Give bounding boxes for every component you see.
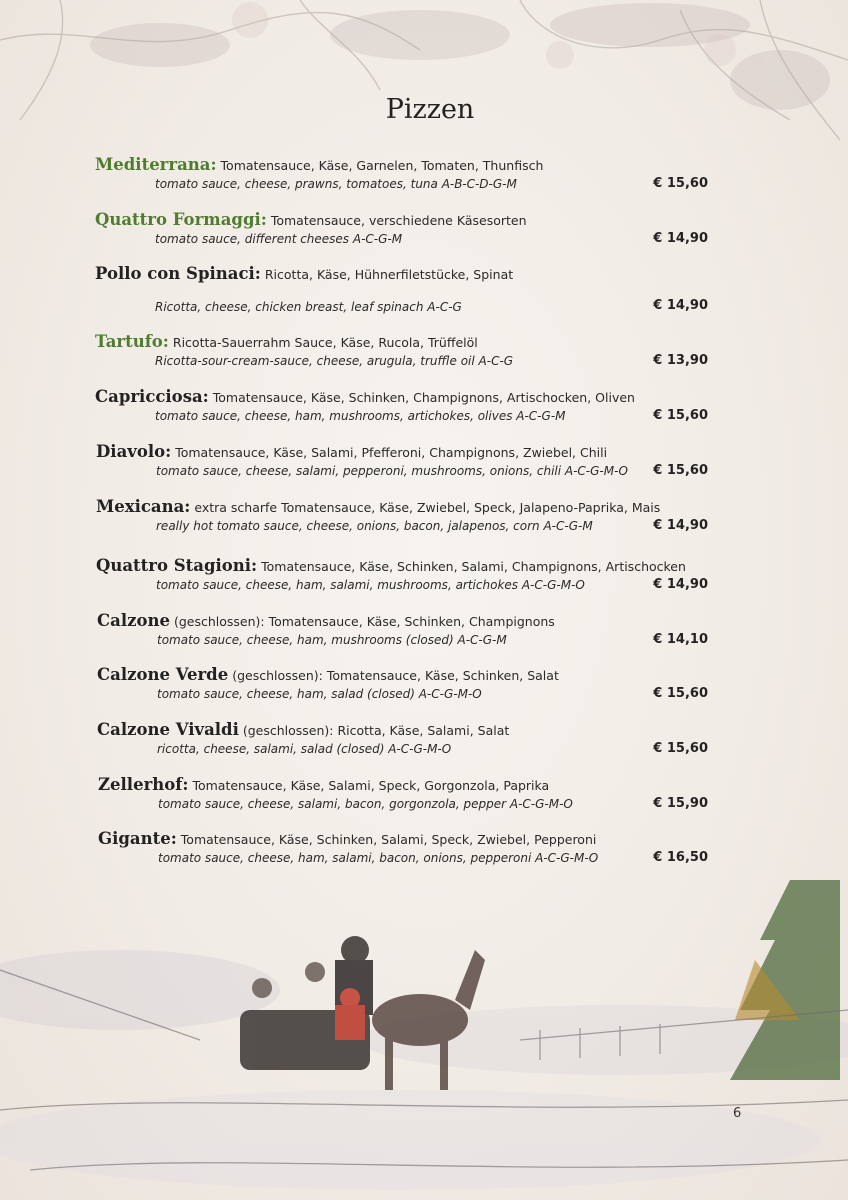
menu-item: [97, 612, 717, 649]
pizza-description-en: tomato sauce, cheese, ham, salad (closed) A-C-G-M-O: [157, 687, 482, 701]
menu-item-german-line: [96, 557, 716, 576]
pizza-description-de: Ricotta-Sauerrahm Sauce, Käse, Rucola, Trüffelöl: [172, 335, 478, 350]
pizza-description-de: Tomatensauce, Käse, Schinken, Salami, Champignons, Artischocken: [261, 559, 686, 574]
sleigh-winter-illustration: [0, 880, 848, 1200]
menu-item-german-line: [95, 388, 715, 407]
pizza-name: Zellerhof:: [98, 775, 189, 794]
pizza-description-de: (geschlossen): Ricotta, Käse, Salami, Salat: [242, 723, 510, 738]
pizza-price: € 13,90: [653, 353, 708, 368]
pizza-name: Diavolo:: [96, 442, 172, 461]
menu-item: [95, 156, 715, 193]
pizza-description-de: (geschlossen): Tomatensauce, Käse, Schinken, Salat: [232, 668, 559, 683]
menu-item: [98, 830, 718, 867]
menu-item: [96, 498, 716, 535]
pizza-price: € 14,90: [653, 231, 708, 246]
menu-item-german-line: [95, 333, 715, 352]
pizza-name: Calzone: [97, 611, 170, 630]
menu-item-german-line: [97, 612, 717, 631]
menu-item: [97, 721, 717, 758]
menu-item: [98, 776, 718, 813]
pizza-price: € 15,60: [653, 176, 708, 191]
menu-item-german-line: [97, 721, 717, 740]
pizza-name: Calzone Vivaldi: [97, 720, 239, 739]
menu-item-german-line: [98, 830, 718, 849]
menu-item: [95, 333, 715, 370]
page-number: 6: [733, 1106, 742, 1121]
pizza-description-de: extra scharfe Tomatensauce, Käse, Zwiebel, Speck, Jalapeno-Paprika, Mais: [194, 500, 661, 515]
menu-item: [97, 666, 717, 703]
pizza-description-de: Tomatensauce, verschiedene Käsesorten: [270, 213, 527, 228]
pizza-name: Tartufo:: [95, 332, 169, 351]
pizza-name: Gigante:: [98, 829, 177, 848]
menu-item-german-line: [97, 666, 717, 685]
pizza-description-en: tomato sauce, cheese, salami, bacon, gorgonzola, pepper A-C-G-M-O: [158, 797, 573, 811]
pizza-description-en: tomato sauce, different cheeses A-C-G-M: [155, 232, 403, 246]
pizza-description-en: tomato sauce, cheese, ham, salami, bacon, onions, pepperoni A-C-G-M-O: [158, 851, 599, 865]
menu-item: [95, 388, 715, 425]
pizza-price: € 14,10: [653, 632, 708, 647]
menu-item: [95, 265, 715, 316]
pizza-name: Mexicana:: [96, 497, 191, 516]
pizza-name: Pollo con Spinaci:: [95, 264, 261, 283]
menu-item: [96, 443, 716, 480]
pizza-name: Capricciosa:: [95, 387, 209, 406]
pizza-price: € 14,90: [653, 518, 708, 533]
page-title: Pizzen: [385, 94, 475, 125]
menu-item-german-line: [95, 265, 715, 284]
menu-item-german-line: [96, 498, 716, 517]
pizza-description-de: Ricotta, Käse, Hühnerfiletstücke, Spinat: [264, 267, 514, 282]
pizza-description-de: (geschlossen): Tomatensauce, Käse, Schinken, Champignons: [173, 614, 555, 629]
pizza-price: € 15,60: [653, 741, 708, 756]
pizza-price: € 16,50: [653, 850, 708, 865]
pizza-description-en: Ricotta-sour-cream-sauce, cheese, arugula, truffle oil A-C-G: [155, 354, 514, 368]
pizza-description-de: Tomatensauce, Käse, Schinken, Salami, Speck, Zwiebel, Pepperoni: [180, 832, 597, 847]
menu-item-german-line: [95, 211, 715, 230]
watercolor-branches-illustration: [0, 0, 848, 170]
pizza-description-en: tomato sauce, cheese, ham, mushrooms (closed) A-C-G-M: [157, 633, 507, 647]
pizza-description-de: Tomatensauce, Käse, Salami, Speck, Gorgonzola, Paprika: [192, 778, 550, 793]
pizza-description-en: really hot tomato sauce, cheese, onions, bacon, jalapenos, corn A-C-G-M: [156, 519, 593, 533]
pizza-name: Mediterrana:: [95, 155, 217, 174]
pizza-description-de: Tomatensauce, Käse, Schinken, Champignons, Artischocken, Oliven: [212, 390, 635, 405]
pizza-description-en: tomato sauce, cheese, ham, salami, mushrooms, artichokes A-C-G-M-O: [156, 578, 585, 592]
pizza-name: Quattro Stagioni:: [96, 556, 258, 575]
pizza-price: € 14,90: [653, 577, 708, 592]
menu-item: [95, 211, 715, 248]
pizza-price: € 15,60: [653, 463, 708, 478]
menu-item-german-line: [96, 443, 716, 462]
menu-item-german-line: [95, 156, 715, 175]
pizza-price: € 15,60: [653, 408, 708, 423]
menu-item-german-line: [98, 776, 718, 795]
pizza-name: Calzone Verde: [97, 665, 229, 684]
pizza-description-de: Tomatensauce, Käse, Salami, Pfefferoni, Champignons, Zwiebel, Chili: [175, 445, 608, 460]
pizza-price: € 15,60: [653, 686, 708, 701]
pizza-description-en: tomato sauce, cheese, ham, mushrooms, artichokes, olives A-C-G-M: [155, 409, 566, 423]
pizza-price: € 14,90: [653, 298, 708, 313]
menu-item: [96, 557, 716, 594]
pizza-description-en: tomato sauce, cheese, prawns, tomatoes, tuna A-B-C-D-G-M: [155, 177, 517, 191]
pizza-name: Quattro Formaggi:: [95, 210, 267, 229]
pizza-description-en: tomato sauce, cheese, salami, pepperoni, mushrooms, onions, chili A-C-G-M-O: [156, 464, 628, 478]
pizza-description-en: Ricotta, cheese, chicken breast, leaf spinach A-C-G: [155, 300, 462, 314]
pizza-description-en: ricotta, cheese, salami, salad (closed) A-C-G-M-O: [157, 742, 452, 756]
pizza-description-de: Tomatensauce, Käse, Garnelen, Tomaten, Thunfisch: [220, 158, 544, 173]
pizza-price: € 15,90: [653, 796, 708, 811]
